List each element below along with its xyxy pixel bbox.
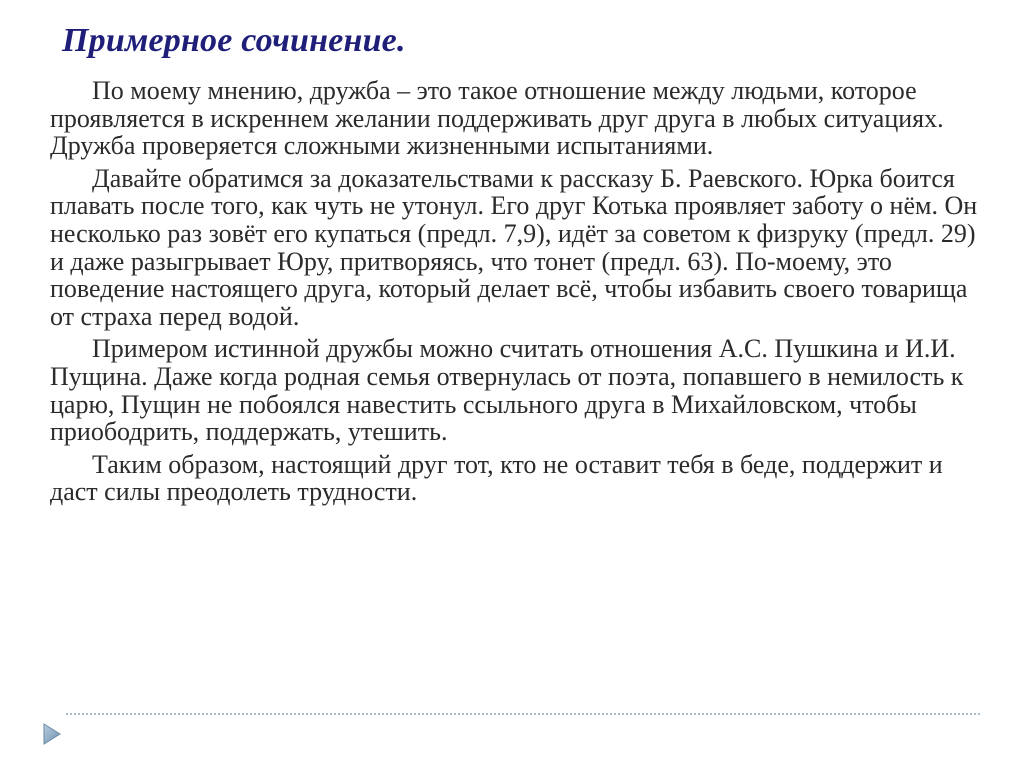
essay-paragraph-2: Давайте обратимся за доказательствами к рассказу Б. Раевского. Юрка боится плавать после того, как чуть не утонул. Его друг Котька проявляет заботу о нём. Он несколько раз зовёт его купаться (предл. 7,9), идёт за советом к физруку (предл. 29) и даже разыгрывает Юру, притворяясь, что тонет (предл. 63). По-моему, это поведение настоящего друга, который делает всё, чтобы избавить своего товарища от страха перед водой. — [50, 163, 978, 331]
essay-paragraph-4: Таким образом, настоящий друг тот, кто не оставит тебя в беде, поддержит и даст силы преодолеть трудности. — [50, 449, 943, 507]
footer-divider — [66, 713, 980, 715]
essay-paragraph-1: По моему мнению, дружба – это такое отношение между людьми, которое проявляется в искреннем желании поддерживать друг друга в любых ситуациях. Дружба проверяется сложными жизненными испытаниями. — [50, 76, 944, 161]
triangle-arrow-icon — [40, 722, 64, 746]
essay-paragraph-3: Примером истинной дружбы можно считать отношения А.С. Пушкина и И.И. Пущина. Даже когда родная семья отвернулась от поэта, попавшего в немилость к царю, Пущин не побоялся навестить ссыльного друга в Михайловском, чтобы приободрить, поддержать, утешить. — [50, 334, 964, 447]
triangle-arrow-icon-graphic — [40, 722, 64, 746]
essay-body — [50, 77, 990, 511]
slide-title: Примерное сочинение. — [62, 22, 406, 59]
